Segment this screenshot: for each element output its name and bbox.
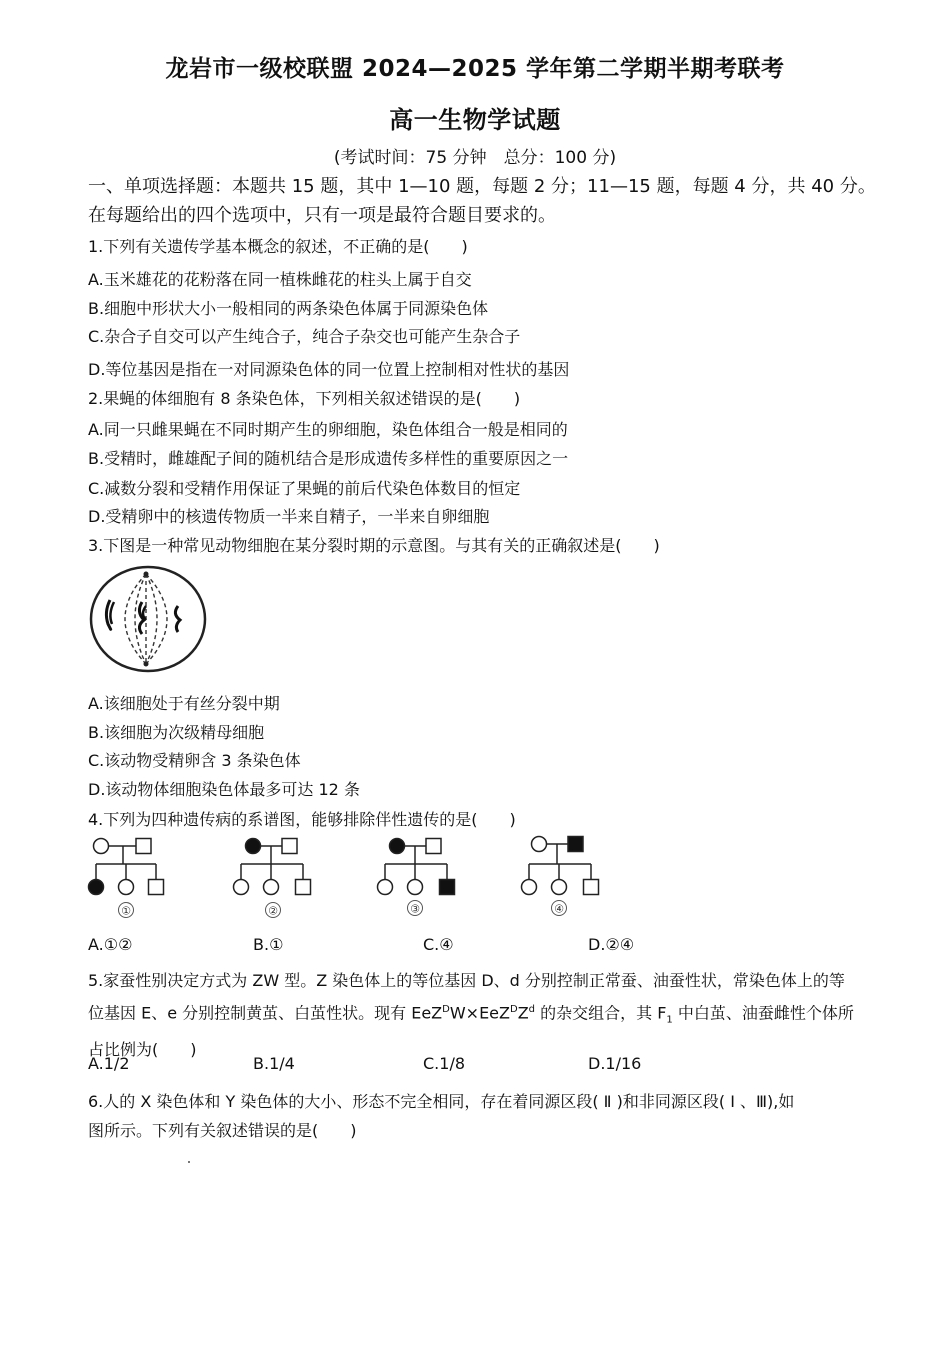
- pedigree-2: [231, 836, 321, 922]
- q3-stem: 3.下图是一种常见动物细胞在某分裂时期的示意图。与其有关的正确叙述是( ): [88, 536, 660, 555]
- cell-division-figure: [86, 562, 210, 676]
- q2-option-b: B.受精时，雌雄配子间的随机结合是形成遗传多样性的重要原因之一: [88, 449, 569, 468]
- q3-option-d: D.该动物体细胞染色体最多可达 12 条: [88, 780, 360, 799]
- chromosome-3: [175, 606, 180, 632]
- q2-option-d: D.受精卵中的核遗传物质一半来自精子，一半来自卵细胞: [88, 507, 490, 526]
- q2-stem: 2.果蝇的体细胞有 8 条染色体，下列相关叙述错误的是( ): [88, 389, 521, 408]
- q6-line2: 图所示。下列有关叙述错误的是( ): [88, 1121, 357, 1140]
- q5-line3: 占比例为( ): [88, 1039, 197, 1059]
- q5-line2: 位基因 E、e 分别控制黄茧、白茧性状。现有 $EeZ^DW\times EeZ^DZ^d$ 的杂交组合，其 $F_1$ 中白茧、油蚕雌性个体所: [88, 1003, 854, 1026]
- q5-stem: [88, 966, 870, 1064]
- exam-subtitle: 高一生物学试题: [389, 106, 561, 134]
- stray-dot: [188, 1161, 190, 1163]
- pedigree-1: [86, 836, 176, 922]
- q3-option-b: B.该细胞为次级精母细胞: [88, 723, 265, 742]
- q1-option-c: C.杂合子自交可以产生纯合子，纯合子杂交也可能产生杂合子: [88, 327, 521, 346]
- q5-option-d: D.1/16: [588, 1054, 642, 1073]
- q5-line1: 5.家蚕性别决定方式为 ZW 型。Z 染色体上的等位基因 D、d 分别控制正常蚕、油蚕性状，常染色体上的等: [88, 971, 845, 990]
- q1-stem: 1.下列有关遗传学基本概念的叙述，不正确的是( ): [88, 237, 468, 256]
- q4-option-d: D.②④: [588, 935, 635, 954]
- q3-option-a: A.该细胞处于有丝分裂中期: [88, 694, 280, 713]
- q6-line1: 6.人的 X 染色体和 Y 染色体的大小、形态不完全相同，存在着同源区段( Ⅱ )和非同源区段( Ⅰ 、Ⅲ),如: [88, 1092, 795, 1111]
- q2-option-a: A.同一只雌果蝇在不同时期产生的卵细胞，染色体组合一般是相同的: [88, 420, 568, 439]
- q5-option-a: A.1/2: [88, 1054, 130, 1073]
- pedigree-4-label: ④: [554, 902, 564, 916]
- q1-option-a: A.玉米雄花的花粉落在同一植株雌花的柱头上属于自交: [88, 270, 472, 289]
- pedigree-2-label: ②: [268, 904, 278, 918]
- exam-info: (考试时间：75 分钟 总分：100 分): [333, 148, 617, 168]
- section-heading: [88, 172, 878, 230]
- exam-title: 龙岩市一级校联盟 2024—2025 学年第二学期半期考联考: [165, 56, 785, 82]
- q1-option-d: D.等位基因是指在一对同源染色体的同一位置上控制相对性状的基因: [88, 360, 570, 379]
- section-heading-line1: 一、单项选择题：本题共 15 题，其中 1—10 题，每题 2 分；11—15 题，每题 4 分，共 40 分。: [88, 176, 876, 197]
- section-heading-line2: 在每题给出的四个选项中，只有一项是最符合题目要求的。: [88, 205, 556, 226]
- pedigree-3: [375, 836, 465, 922]
- q4-option-b: B.①: [253, 935, 284, 954]
- q1-option-b: B.细胞中形状大小一般相同的两条染色体属于同源染色体: [88, 299, 489, 318]
- q5-option-c: C.1/8: [423, 1054, 466, 1073]
- pedigree-1-label: ①: [121, 904, 131, 918]
- q4-option-a: A.①②: [88, 935, 133, 954]
- q3-option-c: C.该动物受精卵含 3 条染色体: [88, 751, 301, 770]
- q4-option-c: C.④: [423, 935, 454, 954]
- q6-stem: [88, 1087, 870, 1145]
- pedigree-3-label: ③: [410, 902, 420, 916]
- q5-option-b: B.1/4: [253, 1054, 295, 1073]
- pedigree-4: [515, 832, 607, 922]
- q2-option-c: C.减数分裂和受精作用保证了果蝇的前后代染色体数目的恒定: [88, 479, 521, 498]
- q4-stem: 4.下列为四种遗传病的系谱图，能够排除伴性遗传的是( ): [88, 810, 516, 829]
